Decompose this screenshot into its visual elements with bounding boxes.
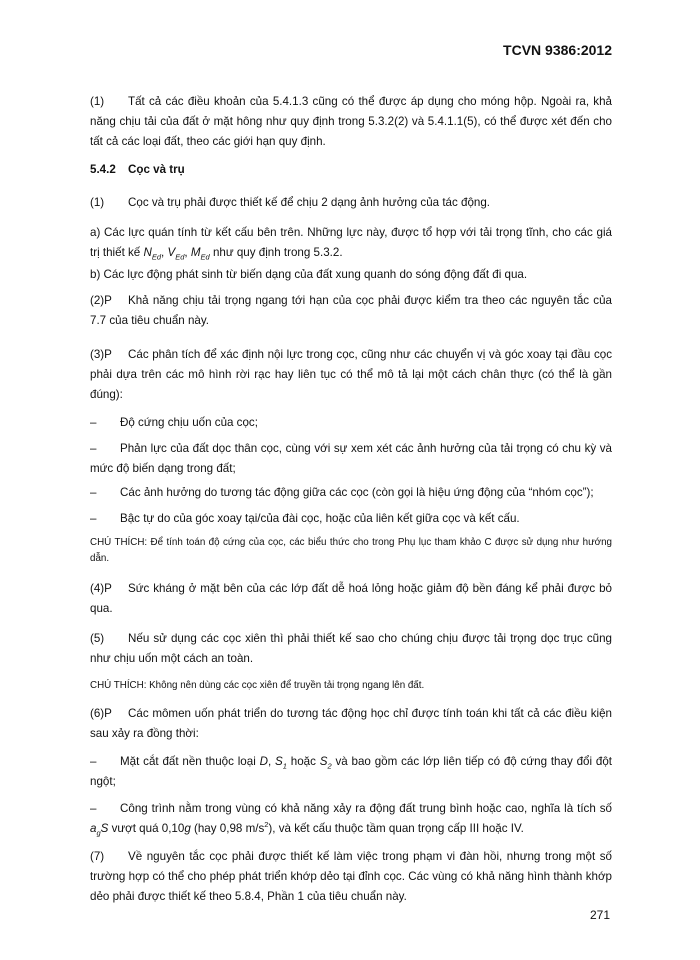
clause-text: Cọc và trụ phải được thiết kế để chịu 2 dạng ảnh hưởng của tác động. <box>128 196 491 209</box>
subscript: Ed <box>200 252 210 262</box>
symbol-g: g <box>184 822 191 835</box>
page-number: 271 <box>589 908 610 922</box>
list-item <box>90 413 612 433</box>
list-text: ), và kết cấu thuộc tầm quan trọng cấp III hoặc IV. <box>268 822 524 835</box>
subscript: 1 <box>282 761 287 771</box>
paragraph-2 <box>90 193 612 213</box>
list-item <box>90 439 612 479</box>
item-text: như quy định trong 5.3.2. <box>209 246 343 259</box>
item-a <box>90 223 612 263</box>
clause-label: (3)P <box>90 348 112 361</box>
symbol-a: a <box>90 822 97 835</box>
clause-text: Nếu sử dụng các cọc xiên thì phải thiết kế sao cho chúng chịu được tải trọng dọc trục cũng như chịu uốn một cách an toàn. <box>90 632 612 665</box>
list-text: Các ảnh hưởng do tương tác động giữa các cọc (còn gọi là hiệu ứng động của “nhóm cọc”); <box>120 486 594 499</box>
item-text: a) Các lực quán tính từ kết cấu bên trên. Những lực này, được tổ hợp với tải trọng tĩnh, cho các giá trị thiết kế <box>90 226 612 259</box>
list-text: và bao gồm các lớp liên tiếp có độ cứng thay đổi đột ngột; <box>90 755 612 788</box>
subscript: 2 <box>327 761 332 771</box>
list-item <box>90 483 612 503</box>
paragraph-5 <box>90 629 612 669</box>
note-2: CHÚ THÍCH: Không nên dùng các cọc xiên để truyền tải trọng ngang lên đất. <box>90 680 425 691</box>
symbol-d: D <box>259 755 268 768</box>
symbol-m: M <box>190 246 201 259</box>
list-text: Công trình nằm trong vùng có khả năng xảy ra động đất trung bình hoặc cao, nghĩa là tích số <box>120 802 612 815</box>
note-1: CHÚ THÍCH: Để tính toán độ cứng của cọc, các biểu thức cho trong Phụ lục tham khảo C được sử dụng như hướng dẫn. <box>90 537 612 564</box>
clause-text: Tất cả các điều khoản của 5.4.1.3 cũng có thể được áp dụng cho móng hộp. Ngoài ra, khả năng chịu tải của đất ở mặt hông như quy định trong 5.3.2(2) và 5.4.1.1(5), có thể được xét đến cho tất cả các loại đất, theo các giới hạn quy định. <box>90 95 612 148</box>
document-body <box>90 92 612 907</box>
clause-text: Sức kháng ở mặt bên của các lớp đất dễ hoá lỏng hoặc giảm độ bền đáng kể phải được bỏ qua. <box>90 582 612 615</box>
dash-bullet: – <box>90 486 97 499</box>
list-item <box>90 799 612 839</box>
paragraph-7 <box>90 847 612 907</box>
clause-label: (1) <box>90 95 105 108</box>
symbol-s: S <box>100 822 109 835</box>
list-text: Mặt cắt đất nền thuộc loại <box>120 755 260 768</box>
superscript: 2 <box>264 820 269 830</box>
list-text: Phản lực của đất dọc thân cọc, cùng với sự xem xét các ảnh hưởng của tải trọng có chu kỳ và mức độ biến dạng trong đất; <box>90 442 612 475</box>
list-item <box>90 752 612 792</box>
list-text: hoặc <box>286 755 320 768</box>
subscript: Ed <box>175 252 185 262</box>
separator: , <box>161 246 168 259</box>
list-text: vượt quá 0,10 <box>108 822 185 835</box>
dash-bullet: – <box>90 802 97 815</box>
clause-label: (1) <box>90 196 105 209</box>
subscript: Ed <box>151 252 162 262</box>
clause-text: Các phân tích để xác định nội lực trong cọc, cũng như các chuyển vị và góc xoay tại đầu cọc phải dựa trên các mô hình rời rạc hay liên tục có thể mô tả lại một cách chân thực (có thể là gần đúng): <box>90 348 612 401</box>
separator: , <box>184 246 191 259</box>
clause-text: Khả năng chịu tải trọng ngang tới hạn của cọc phải được kiểm tra theo các nguyên tắc của 7.7 của tiêu chuẩn này. <box>90 294 612 327</box>
section-number: 5.4.2 <box>90 163 116 176</box>
section-heading <box>90 160 612 180</box>
paragraph-1 <box>90 92 612 152</box>
paragraph-2p <box>90 291 612 331</box>
clause-label: (4)P <box>90 582 112 595</box>
separator: , <box>267 755 276 768</box>
symbol-s: S <box>319 755 328 768</box>
document-header: TCVN 9386:2012 <box>503 42 612 58</box>
clause-label: (6)P <box>90 707 112 720</box>
symbol-n: N <box>143 246 152 259</box>
subscript: g <box>96 828 101 838</box>
clause-label: (2)P <box>90 294 112 307</box>
dash-bullet: – <box>90 755 97 768</box>
paragraph-3p <box>90 345 612 405</box>
paragraph-4p <box>90 579 612 619</box>
symbol-v: V <box>167 246 176 259</box>
clause-text: Các mômen uốn phát triển do tương tác động học chỉ được tính toán khi tất cả các điều kiện sau xảy ra đồng thời: <box>90 707 612 740</box>
section-title: Cọc và trụ <box>128 163 185 176</box>
dash-bullet: – <box>90 512 97 525</box>
item-b: b) Các lực động phát sinh từ biến dạng của đất xung quanh do sóng động đất đi qua. <box>90 268 528 281</box>
clause-label: (5) <box>90 632 105 645</box>
paragraph-6p <box>90 704 612 744</box>
list-text: Độ cứng chịu uốn của cọc; <box>120 416 258 429</box>
clause-label: (7) <box>90 850 105 863</box>
list-text: Bậc tự do của góc xoay tại/của đài cọc, hoặc của liên kết giữa cọc và kết cấu. <box>120 512 520 525</box>
list-text: (hay 0,98 m/s <box>190 822 265 835</box>
symbol-s: S <box>275 755 283 768</box>
dash-bullet: – <box>90 442 97 455</box>
clause-text: Về nguyên tắc cọc phải được thiết kế làm việc trong phạm vi đàn hồi, nhưng trong một số trường hợp có thể cho phép phát triển khớp dẻo tại đỉnh cọc. Các vùng có khả năng hình thành khớp dẻo phải được thiết kế theo 5.8.4, Phần 1 của tiêu chuẩn này. <box>90 850 612 903</box>
list-item <box>90 509 612 529</box>
dash-bullet: – <box>90 416 97 429</box>
